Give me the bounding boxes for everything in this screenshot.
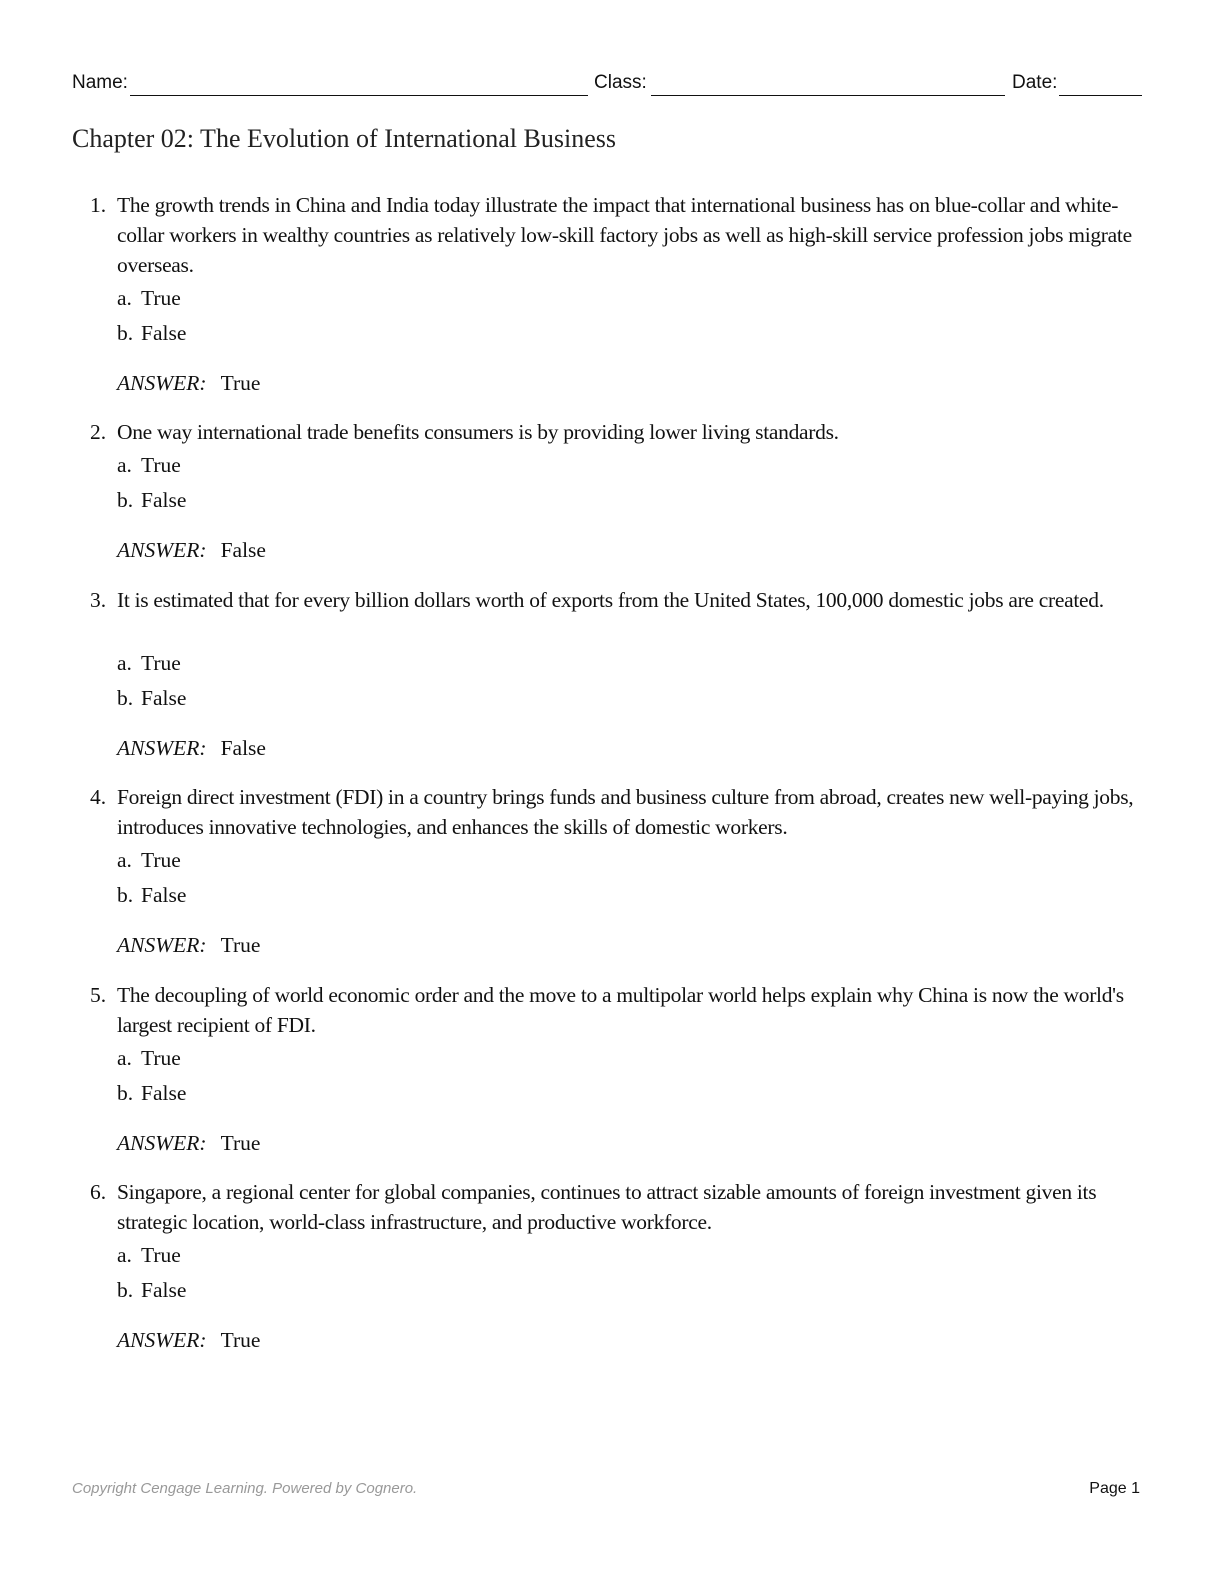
- class-field[interactable]: [594, 72, 1005, 96]
- answer: [117, 733, 266, 763]
- answer-value: False: [220, 736, 266, 760]
- answer-label: ANSWER:: [117, 1131, 207, 1155]
- option-b: [117, 1275, 186, 1305]
- answer-value: True: [220, 933, 261, 957]
- answer: [117, 1128, 260, 1158]
- option-text: False: [141, 321, 187, 345]
- option-text: True: [141, 651, 181, 675]
- option-letter: b.: [117, 321, 134, 345]
- answer: [117, 930, 260, 960]
- answer-label: ANSWER:: [117, 736, 207, 760]
- option-letter: b.: [117, 883, 134, 907]
- option-b: [117, 880, 186, 910]
- name-field[interactable]: [72, 72, 588, 96]
- question-stem: The growth trends in China and India today illustrate the impact that international business has on blue-collar and white-collar workers in wealthy countries as relatively low-skill factory jobs as well as high-skill service profession jobs migrate overseas.: [117, 193, 1132, 277]
- question-stem: The decoupling of world economic order and the move to a multipolar world helps explain why China is now the world's largest recipient of FDI.: [117, 983, 1124, 1037]
- question-stem: Singapore, a regional center for global companies, continues to attract sizable amounts of foreign investment given its strategic location, world-class infrastructure, and productive workforce.: [117, 1180, 1097, 1234]
- option-letter: a.: [117, 1046, 132, 1070]
- date-line[interactable]: [1059, 95, 1142, 96]
- class-line[interactable]: [651, 95, 1005, 96]
- question-number: 2.: [90, 420, 107, 444]
- question-number: 4.: [90, 785, 107, 809]
- question-number: 5.: [90, 983, 107, 1007]
- option-letter: b.: [117, 1278, 134, 1302]
- chapter-title: Chapter 02: The Evolution of International Business: [72, 124, 616, 153]
- answer: [117, 535, 266, 565]
- option-text: True: [141, 848, 181, 872]
- option-a: [117, 648, 181, 678]
- date-field[interactable]: [1012, 72, 1142, 96]
- option-a: [117, 845, 181, 875]
- question-stem: One way international trade benefits consumers is by providing lower living standards.: [117, 420, 839, 444]
- option-b: [117, 485, 186, 515]
- question-number: 1.: [90, 193, 107, 217]
- answer: [117, 368, 260, 398]
- option-a: [117, 450, 181, 480]
- answer: [117, 1325, 260, 1355]
- option-a: [117, 1043, 181, 1073]
- option-text: True: [141, 1243, 181, 1267]
- answer-label: ANSWER:: [117, 371, 207, 395]
- name-label: Name:: [72, 72, 128, 93]
- class-label: Class:: [594, 72, 647, 93]
- option-letter: b.: [117, 1081, 134, 1105]
- option-text: False: [141, 488, 187, 512]
- answer-label: ANSWER:: [117, 538, 207, 562]
- option-letter: a.: [117, 286, 132, 310]
- option-text: False: [141, 1081, 187, 1105]
- header-fields: [72, 72, 1142, 98]
- option-text: False: [141, 1278, 187, 1302]
- question-number: 3.: [90, 588, 107, 612]
- question-stem: Foreign direct investment (FDI) in a country brings funds and business culture from abroad, creates new well-paying jobs, introduces innovative technologies, and enhances the skills of domestic workers.: [117, 785, 1134, 839]
- name-line[interactable]: [130, 95, 588, 96]
- option-letter: a.: [117, 1243, 132, 1267]
- option-letter: a.: [117, 848, 132, 872]
- answer-value: True: [220, 1131, 261, 1155]
- date-label: Date:: [1012, 72, 1058, 93]
- answer-value: False: [220, 538, 266, 562]
- option-text: True: [141, 1046, 181, 1070]
- option-a: [117, 283, 181, 313]
- option-text: False: [141, 883, 187, 907]
- option-b: [117, 683, 186, 713]
- question-number: 6.: [90, 1180, 107, 1204]
- option-b: [117, 1078, 186, 1108]
- option-text: False: [141, 686, 187, 710]
- option-letter: a.: [117, 651, 132, 675]
- page-number: Page 1: [1089, 1480, 1140, 1497]
- option-letter: b.: [117, 686, 134, 710]
- question-stem: It is estimated that for every billion dollars worth of exports from the United States, 100,000 domestic jobs are created.: [117, 588, 1104, 612]
- answer-value: True: [220, 371, 261, 395]
- copyright-notice: Copyright Cengage Learning. Powered by Cognero.: [72, 1480, 418, 1497]
- answer-label: ANSWER:: [117, 1328, 207, 1352]
- option-letter: a.: [117, 453, 132, 477]
- option-letter: b.: [117, 488, 134, 512]
- answer-value: True: [220, 1328, 261, 1352]
- option-a: [117, 1240, 181, 1270]
- option-b: [117, 318, 186, 348]
- option-text: True: [141, 286, 181, 310]
- answer-label: ANSWER:: [117, 933, 207, 957]
- option-text: True: [141, 453, 181, 477]
